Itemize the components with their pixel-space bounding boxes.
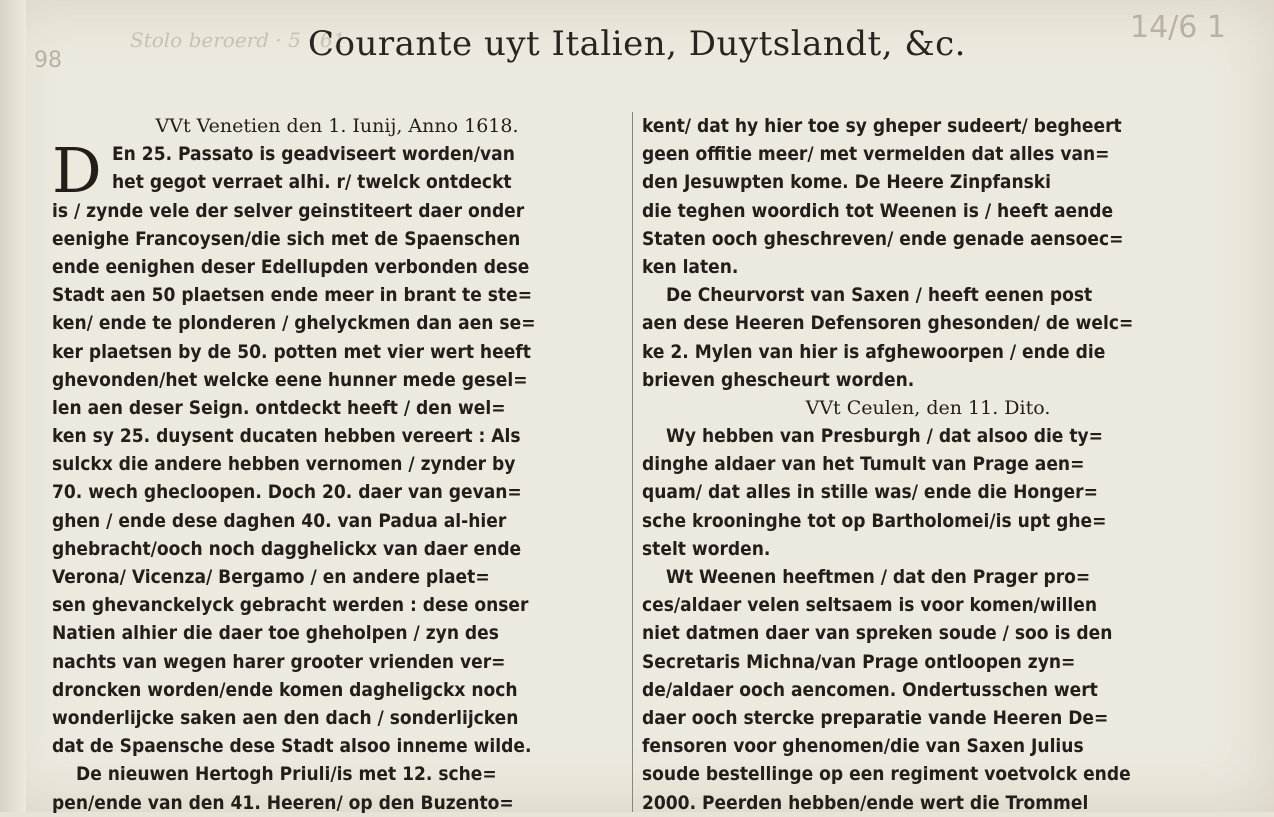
text-line: quam/ dat alles in stille was/ ende die Honger= <box>642 481 1098 504</box>
left-column <box>52 112 622 817</box>
text-line: Stadt aen 50 plaetsen ende meer in brant te ste= <box>52 284 533 307</box>
text-line: 70. wech ghecloopen. Doch 20. daer van gevan= <box>52 481 522 504</box>
text-line: aen dese Heeren Defensoren ghesonden/ de welc= <box>642 312 1134 335</box>
column-divider <box>632 112 633 812</box>
right-column <box>642 112 1214 817</box>
text-line: ke 2. Mylen van hier is afghewoorpen / ende die <box>642 340 1106 363</box>
text-line: geen offitie meer/ met vermelden dat alles van= <box>642 143 1110 166</box>
text-line: eenighe Francoysen/die sich met de Spaenschen <box>52 227 521 250</box>
text-line: ker plaetsen by de 50. potten met vier wert heeft <box>52 340 531 363</box>
text-line: len aen deser Seign. ontdeckt heeft / den wel= <box>52 396 506 419</box>
text-line: droncken worden/ende komen dagheligckx noch <box>52 678 518 701</box>
text-line: ken/ ende te plonderen / ghelyckmen dan aen se= <box>52 312 536 335</box>
text-line: Wt Weenen heeftmen / dat den Prager pro= <box>666 566 1091 588</box>
text-line: Secretaris Michna/van Prage ontloopen zyn= <box>642 650 1076 673</box>
text-line: De Cheurvorst van Saxen / heeft eenen post <box>666 284 1093 307</box>
page-title: Courante uyt Italien, Duytslandt, &c. <box>308 24 966 64</box>
text-line: soude bestellinge op een regiment voetvolck ende <box>642 763 1131 786</box>
text-line: 2000. Peerden hebben/ende wert die Trommel <box>642 791 1089 814</box>
right-body-top <box>642 112 1214 394</box>
text-line: daer ooch stercke preparatie vande Heeren De= <box>642 706 1109 729</box>
archive-handwritten-note: Stolo beroerd · 5 · 61 <box>130 28 346 52</box>
text-line: ghen / ende dese daghen 40. van Padua al-hier <box>52 509 507 532</box>
text-line: dat de Spaensche dese Stadt alsoo inneme wilde. <box>52 735 532 758</box>
right-body-bottom <box>642 422 1214 817</box>
archive-number-left: 98 <box>34 48 62 73</box>
text-line: den Jesuwpten kome. De Heere Zinpfanski <box>642 171 1052 194</box>
text-line: stelt worden. <box>642 537 771 560</box>
text-line: ghevonden/het welcke eene hunner mede gesel= <box>52 368 528 391</box>
text-line: Staten ooch gheschreven/ ende genade aensoec= <box>642 227 1124 250</box>
text-line: fensoren voor ghenomen/die van Saxen Julius <box>642 735 1084 758</box>
drop-cap: D <box>52 134 102 207</box>
text-line: de/aldaer ooch aencomen. Ondertusschen wert <box>642 678 1098 701</box>
text-line: ende eenighen deser Edellupden verbonden dese <box>52 255 530 278</box>
text-line: wonderlijcke saken aen den dach / sonderlijcken <box>52 706 519 729</box>
left-dateline: VVt Venetien den 1. Iunij, Anno 1618. <box>155 115 519 137</box>
text-line: Natien alhier die daer toe gheholpen / zyn des <box>52 622 499 645</box>
text-line: brieven ghescheurt worden. <box>642 368 915 391</box>
text-line: die teghen woordich tot Weenen is / heeft aende <box>642 199 1114 222</box>
text-line: ken sy 25. duysent ducaten hebben vereert : Als <box>52 425 521 448</box>
text-line: dinghe aldaer van het Tumult van Prage aen= <box>642 453 1085 476</box>
text-line: is / zynde vele der selver geinstiteert daer onder <box>52 199 525 222</box>
archive-number-right: 14/6 1 <box>1130 10 1226 45</box>
page-edge <box>0 0 26 812</box>
text-line: het gegot verraet alhi. r/ twelck ontdeckt <box>112 171 512 194</box>
text-line: sen ghevanckelyck gebracht werden : dese onser <box>52 594 529 617</box>
text-line: ces/aldaer velen seltsaem is voor komen/willen <box>642 594 1097 617</box>
text-line: Wy hebben van Presburgh / dat alsoo die ty= <box>666 425 1103 448</box>
text-line: ghebracht/ooch noch dagghelickx van daer ende <box>52 537 522 560</box>
left-body <box>52 134 622 817</box>
right-dateline: VVt Ceulen, den 11. Dito. <box>805 396 1051 419</box>
text-line: Verona/ Vicenza/ Bergamo / en andere plaet= <box>52 566 490 588</box>
text-line: sulckx die andere hebben vernomen / zynder by <box>52 453 516 476</box>
text-line: pen/ende van den 41. Heeren/ op den Buzento= <box>52 791 514 814</box>
text-line: ken laten. <box>642 255 739 278</box>
text-line: En 25. Passato is geadviseert worden/van <box>112 143 515 166</box>
text-line: niet datmen daer van spreken soude / soo is den <box>642 622 1113 645</box>
text-line: kent/ dat hy hier toe sy gheper sudeert/ begheert <box>642 115 1122 137</box>
text-line: nachts van wegen harer grooter vrienden ver= <box>52 650 506 673</box>
text-line: De nieuwen Hertogh Priuli/is met 12. sche= <box>76 763 497 786</box>
text-line: sche krooninghe tot op Bartholomei/is upt ghe= <box>642 509 1107 532</box>
